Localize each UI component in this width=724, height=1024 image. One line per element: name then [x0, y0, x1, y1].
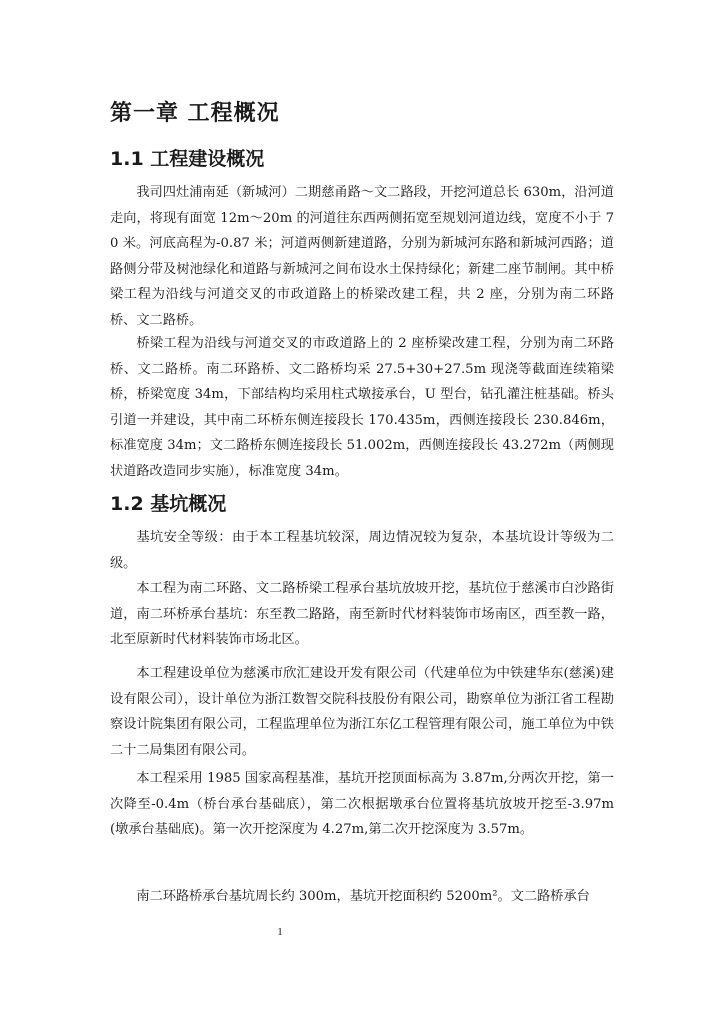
paragraph-bridge-works: 桥梁工程为沿线与河道交叉的市政道路上的 2 座桥梁改建工程，分别为南二环路桥、文二路桥。南二环路桥、文二路桥均采 27.5+30+27.5m 现浇等截面连续箱梁桥，桥梁宽度 34m，下部结构均采用柱式墩接承台，U 型台，钻孔灌注桩基础。桥头引道一并建设，其中南二环桥东侧连接段长 170.435m，西侧连接段长 230.846m，标准宽度 34m；文二路桥东侧连接段长 51.002m，西侧连接段长 43.272m（两侧现状道路改造同步实施），标准宽度 34m。	[110, 336, 614, 479]
chapter-title: 第一章 工程概况	[110, 101, 280, 126]
section-heading-1-1: 1.1 工程建设概况	[110, 148, 265, 170]
page-number: 1	[277, 926, 283, 938]
paragraph-pit-area: 南二环路桥承台基坑周长约 300m，基坑开挖面积约 5200m²。文二路桥承台	[136, 889, 590, 904]
section-heading-1-2: 1.2 基坑概况	[110, 493, 227, 515]
paragraph-safety-grade: 基坑安全等级：由于本工程基坑较深，周边情况较为复杂，本基坑设计等级为二级。	[110, 530, 614, 571]
paragraph-parties: 本工程建设单位为慈溪市欣汇建设开发有限公司（代建单位为中铁建华东(慈溪)建设有限公司），设计单位为浙江数智交院科技股份有限公司，勘察单位为浙江省工程勘察设计院集团有限公司，工程监理单位为浙江东亿工程管理有限公司，施工单位为中铁二十二局集团有限公司。	[110, 666, 614, 758]
paragraph-project-overview: 我司四灶浦南延（新城河）二期慈甬路～文二路段，开挖河道总长 630m，沿河道走向，将现有面宽 12m～20m 的河道往东西两侧拓宽至规划河道边线，宽度不小于 70 米。河底高程为-0.87 米；河道两侧新建道路，分别为新城河东路和新城河西路；道路侧分带及树池绿化和道路与新城河之间布设水土保持绿化；新建二座节制闸。其中桥梁工程为沿线与河道交叉的市政道路上的桥梁改建工程，共 2 座，分别为南二环路桥、文二路桥。	[110, 185, 614, 328]
paragraph-elevation: 本工程采用 1985 国家高程基准，基坑开挖顶面标高为 3.87m,分两次开挖，第一次降至-0.4m（桥台承台基础底），第二次根据墩承台位置将基坑放坡开挖至-3.97m(墩承台基础底)。第一次开挖深度为 4.27m,第二次开挖深度为 3.57m。	[110, 771, 614, 837]
paragraph-pit-location: 本工程为南二环路、文二路桥梁工程承台基坑放坡开挖，基坑位于慈溪市白沙路街道，南二环桥承台基坑：东至教二路路，南至新时代材料装饰市场南区，西至教一路，北至原新时代材料装饰市场北区。	[110, 581, 614, 647]
